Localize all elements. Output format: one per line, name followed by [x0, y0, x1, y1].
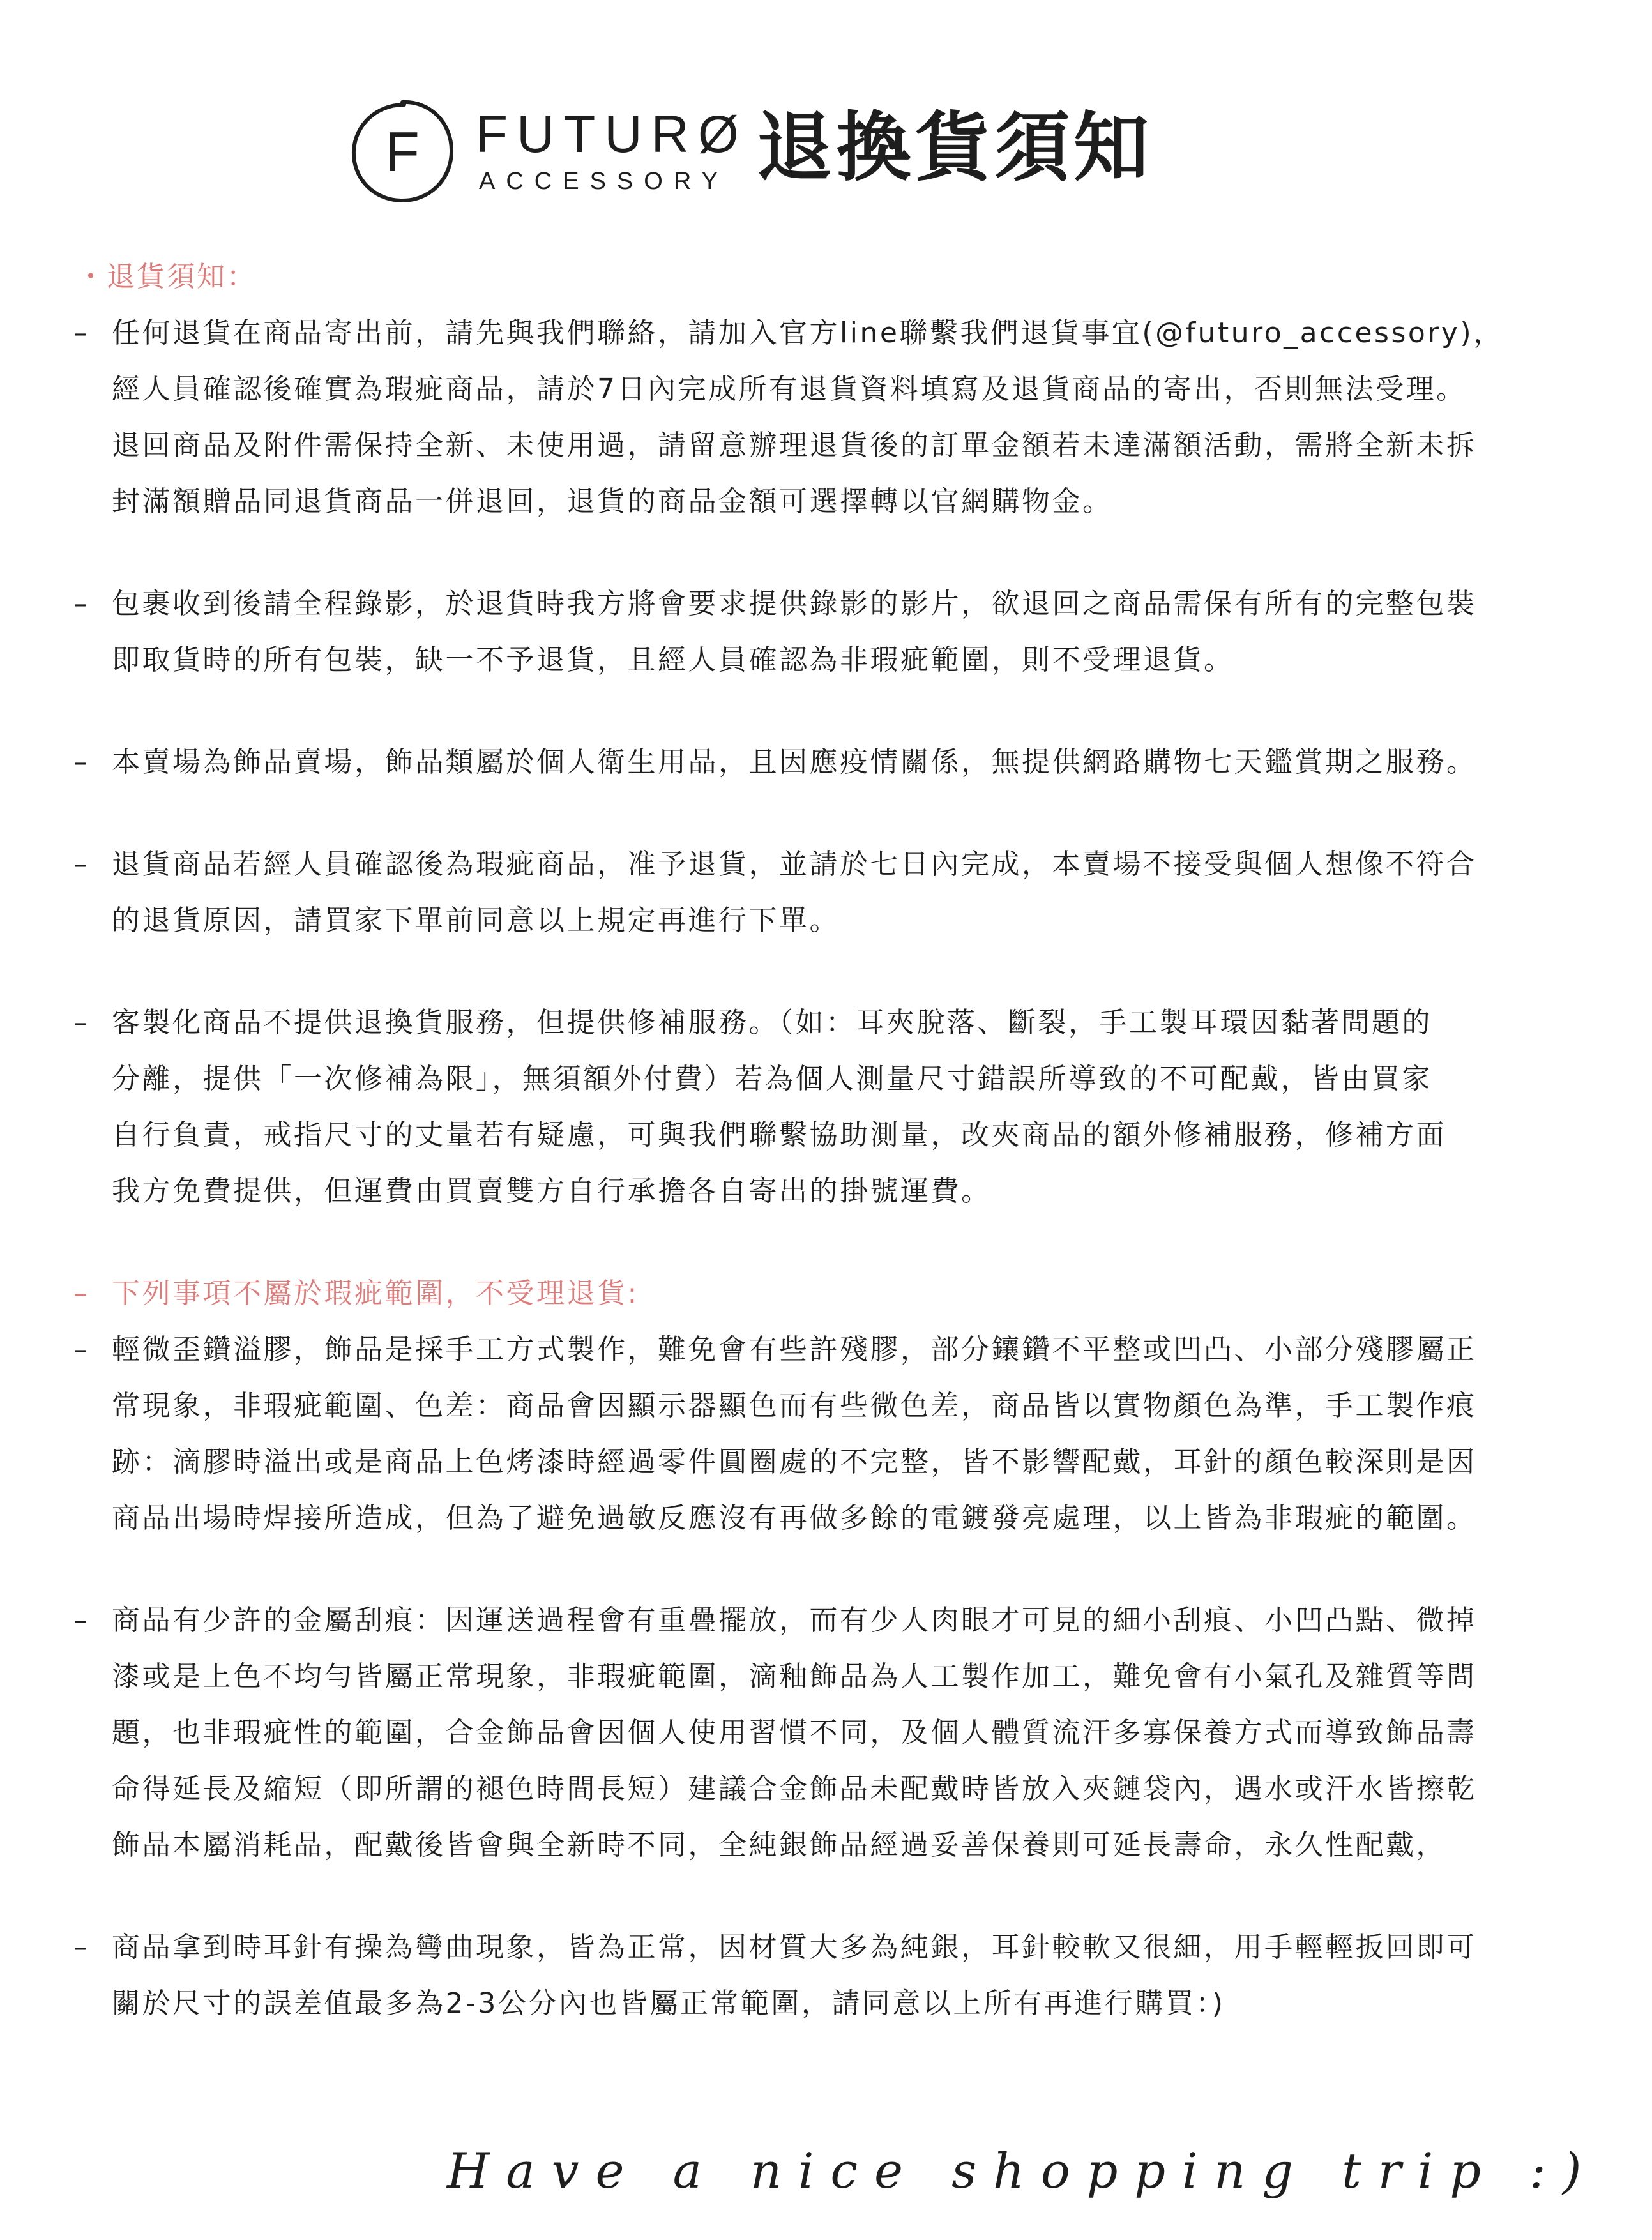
policy-line: 包裹收到後請全程錄影，於退貨時我方將會要求提供錄影的影片，欲退回之商品需保有所有的完整包裝 — [112, 587, 1477, 620]
bullet-dash: – — [73, 587, 87, 620]
policy-line: 商品出場時焊接所造成，但為了避免過敏反應沒有再做多餘的電鍍發亮處理，以上皆為非瑕疵的範圍。 — [112, 1502, 1477, 1534]
policy-line: 客製化商品不提供退換貨服務，但提供修補服務。（如：耳夾脫落、斷裂，手工製耳環因黏著問題的 — [112, 1006, 1432, 1039]
warning-heading — [73, 1266, 1568, 1322]
bullet-dash: – — [73, 746, 87, 778]
policy-line: 題，也非瑕疵性的範圍，合金飾品會因個人使用習慣不同，及個人體質流汗多寡保養方式而導致飾品壽 — [112, 1716, 1477, 1749]
policy-item — [73, 305, 1568, 530]
policy-line: 的退貨原因，請買家下單前同意以上規定再進行下單。 — [112, 904, 840, 937]
nondefect-item — [73, 1322, 1568, 1547]
policy-item — [73, 836, 1568, 949]
policy-line: 命得延長及縮短（即所謂的褪色時間長短）建議合金飾品未配戴時皆放入夾鏈袋內，遇水或汗水皆擦乾 — [112, 1773, 1477, 1805]
policy-line: 經人員確認後確實為瑕疵商品，請於7日內完成所有退貨資料填寫及退貨商品的寄出，否則無法受理。 — [112, 373, 1467, 405]
policy-line: 飾品本屬消耗品，配戴後皆會與全新時不同，全純銀飾品經過妥善保養則可延長壽命，永久性配戴， — [112, 1829, 1446, 1861]
policy-item — [73, 734, 1568, 791]
page-header — [348, 96, 1370, 208]
footer-slogan: Have a nice shopping trip :) — [447, 2142, 1598, 2199]
futuro-logo-icon — [348, 97, 457, 206]
bullet-dash: – — [73, 1277, 87, 1310]
bullet-dash: – — [73, 1931, 87, 1964]
policy-item — [73, 576, 1568, 688]
policy-line: 常現象，非瑕疵範圍、色差：商品會因顯示器顯色而有些微色差，商品皆以實物顏色為準，手工製作痕 — [112, 1389, 1477, 1422]
policy-line: 分離，提供「一次修補為限」，無須額外付費）若為個人測量尺寸錯誤所導致的不可配戴，皆由買家 — [112, 1063, 1432, 1095]
brand-subtitle: ACCESSORY — [479, 168, 729, 195]
brand-name: FUTURØ — [476, 105, 748, 163]
policy-line: 漆或是上色不均勻皆屬正常現象，非瑕疵範圍，滴釉飾品為人工製作加工，難免會有小氣孔及雜質等問 — [112, 1660, 1477, 1693]
policy-line: 跡：滴膠時溢出或是商品上色烤漆時經過零件圓圈處的不完整，皆不影響配戴，耳針的顏色較深則是因 — [112, 1446, 1477, 1478]
policy-item — [73, 995, 1568, 1220]
page-title: 退換貨須知 — [757, 103, 1153, 192]
policy-line: 退回商品及附件需保持全新、未使用過，請留意辦理退貨後的訂單金額若未達滿額活動，需將全新未拆 — [112, 429, 1477, 462]
policy-line: 本賣場為飾品賣場，飾品類屬於個人衛生用品，且因應疫情關係，無提供網路購物七天鑑賞期之服務。 — [112, 746, 1477, 778]
policy-line: 我方免費提供，但運費由買賣雙方自行承擔各自寄出的掛號運費。 — [112, 1175, 992, 1207]
bullet-dash: – — [73, 1333, 87, 1366]
policy-line: 輕微歪鑽溢膠，飾品是採手工方式製作，難免會有些許殘膠，部分鑲鑽不平整或凹凸、小部分殘膠屬正 — [112, 1333, 1477, 1366]
bullet-dash: – — [73, 317, 87, 349]
policy-line: 退貨商品若經人員確認後為瑕疵商品，准予退貨，並請於七日內完成，本賣場不接受與個人想像不符合 — [112, 848, 1477, 881]
nondefect-item — [73, 1919, 1568, 2032]
bullet-dash: – — [73, 1604, 87, 1637]
policy-line: 商品拿到時耳針有操為彎曲現象，皆為正常，因材質大多為純銀，耳針較軟又很細，用手輕輕扳回即可 — [112, 1931, 1477, 1964]
policy-content — [73, 249, 1568, 2078]
policy-line: 商品有少許的金屬刮痕：因運送過程會有重疊擺放，而有少人肉眼才可見的細小刮痕、小凹凸點、微掉 — [112, 1604, 1477, 1637]
logo-letter: F — [385, 120, 420, 183]
policy-line: 自行負責，戒指尺寸的丈量若有疑慮，可與我們聯繫協助測量，改夾商品的額外修補服務，修補方面 — [112, 1119, 1446, 1151]
policy-line: 封滿額贈品同退貨商品一併退回，退貨的商品金額可選擇轉以官網購物金。 — [112, 485, 1113, 518]
bullet-dash: – — [73, 848, 87, 881]
bullet-dash: – — [73, 1006, 87, 1039]
warning-label: 下列事項不屬於瑕疵範圍，不受理退貨: — [112, 1277, 639, 1310]
policy-line: 任何退貨在商品寄出前，請先與我們聯絡，請加入官方line聯繫我們退貨事宜(@futuro_accessory)， — [112, 317, 1504, 349]
policy-line: 關於尺寸的誤差值最多為2-3公分內也皆屬正常範圍，請同意以上所有再進行購買：) — [112, 1987, 1225, 2020]
section-label-returns: ・退貨須知： — [77, 261, 257, 293]
nondefect-item — [73, 1593, 1568, 1873]
policy-line: 即取貨時的所有包裝，缺一不予退貨，且經人員確認為非瑕疵範圍，則不受理退貨。 — [112, 644, 1234, 676]
